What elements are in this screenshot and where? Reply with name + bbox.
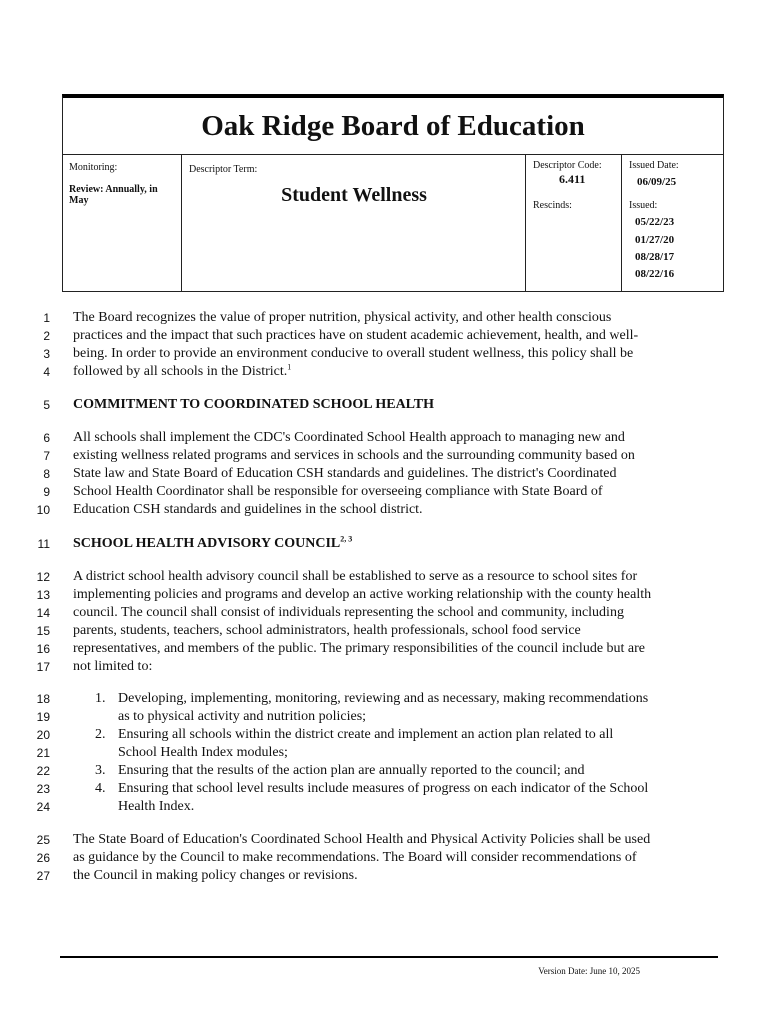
line-number: 6 xyxy=(43,431,50,445)
line-text xyxy=(73,327,638,345)
line-number: 10 xyxy=(36,503,50,517)
version-date: Version Date: June 10, 2025 xyxy=(538,966,640,976)
line-content: followed by all schools in the District. xyxy=(73,364,288,379)
list-number: 3. xyxy=(95,763,106,778)
line-text xyxy=(73,568,637,586)
line-number: 26 xyxy=(36,851,50,865)
footer-rule xyxy=(60,956,718,958)
text-line xyxy=(0,586,770,604)
line-number: 4 xyxy=(43,365,50,379)
section-heading xyxy=(0,396,770,414)
line-number: 13 xyxy=(36,588,50,602)
issued-label: Issued: xyxy=(629,200,658,211)
line-text xyxy=(118,762,585,780)
text-line xyxy=(0,568,770,586)
text-line xyxy=(0,640,770,658)
text-line xyxy=(0,708,770,726)
line-text xyxy=(73,535,352,553)
column-divider xyxy=(621,154,622,291)
descriptor-term-label: Descriptor Term: xyxy=(189,164,258,175)
line-content: representatives, and members of the public. The primary responsibilities of the council include but are xyxy=(73,641,646,656)
line-content: A district school health advisory council shall be established to serve as a resource to school sites for xyxy=(73,569,638,584)
line-content: SCHOOL HEALTH ADVISORY COUNCIL xyxy=(73,536,341,551)
line-text xyxy=(73,501,423,519)
line-number: 25 xyxy=(36,833,50,847)
text-line xyxy=(0,604,770,622)
line-content: The Board recognizes the value of proper nutrition, physical activity, and other health conscious xyxy=(73,310,612,325)
line-text xyxy=(118,798,194,816)
list-number: 1. xyxy=(95,691,106,706)
line-text xyxy=(118,690,648,708)
column-divider xyxy=(525,154,526,291)
line-number: 3 xyxy=(43,347,50,361)
rescinds-label: Rescinds: xyxy=(533,200,572,211)
line-text xyxy=(118,780,648,798)
line-text xyxy=(73,849,636,867)
text-line xyxy=(0,429,770,447)
text-line xyxy=(0,447,770,465)
line-content: parents, students, teachers, school administrators, health professionals, school food service xyxy=(73,623,581,638)
line-text xyxy=(73,345,633,363)
text-line xyxy=(0,867,770,885)
line-number: 15 xyxy=(36,624,50,638)
line-text xyxy=(118,744,288,762)
text-line xyxy=(0,762,770,780)
issued-date-item: 08/22/16 xyxy=(635,268,675,280)
text-line xyxy=(0,780,770,798)
section-heading xyxy=(0,535,770,553)
line-content: being. In order to provide an environment conducive to overall student wellness, this policy shall be xyxy=(73,346,634,361)
line-content: council. The council shall consist of individuals representing the school and community, including xyxy=(73,605,624,620)
text-line xyxy=(0,363,770,381)
text-line xyxy=(0,345,770,363)
line-content: Education CSH standards and guidelines in the school district. xyxy=(73,502,423,517)
footnote-ref: 1 xyxy=(287,362,292,372)
line-text xyxy=(73,604,624,622)
text-line xyxy=(0,327,770,345)
line-text xyxy=(73,831,650,849)
line-number: 17 xyxy=(36,660,50,674)
text-line xyxy=(0,726,770,744)
line-number: 20 xyxy=(36,728,50,742)
line-content: practices and the impact that such practices have on student academic achievement, health, and well- xyxy=(73,328,639,343)
line-content: Health Index. xyxy=(118,799,195,814)
line-text xyxy=(73,867,358,885)
line-number: 2 xyxy=(43,329,50,343)
monitoring-value: Review: Annually, in May xyxy=(69,184,158,206)
line-number: 21 xyxy=(36,746,50,760)
text-line xyxy=(0,622,770,640)
line-content: Ensuring all schools within the district create and implement an action plan related to all xyxy=(118,727,614,742)
text-line xyxy=(0,309,770,327)
line-text xyxy=(73,586,651,604)
line-text xyxy=(73,429,625,447)
policy-header-box xyxy=(62,94,724,292)
line-text xyxy=(118,726,613,744)
footnote-ref: 2, 3 xyxy=(340,534,353,544)
column-divider xyxy=(181,154,182,291)
descriptor-code-label: Descriptor Code: xyxy=(533,160,602,171)
text-line xyxy=(0,849,770,867)
line-number: 19 xyxy=(36,710,50,724)
issued-date-item: 08/28/17 xyxy=(635,251,675,263)
line-content: as guidance by the Council to make recommendations. The Board will consider recommendations of xyxy=(73,850,637,865)
line-number: 11 xyxy=(37,537,50,551)
text-line xyxy=(0,658,770,676)
text-line xyxy=(0,465,770,483)
issued-date-item: 01/27/20 xyxy=(635,234,675,246)
line-text xyxy=(73,363,291,381)
line-text xyxy=(73,640,645,658)
line-text xyxy=(118,708,366,726)
line-number: 1 xyxy=(43,311,50,325)
line-content: not limited to: xyxy=(73,659,153,674)
line-number: 27 xyxy=(36,869,50,883)
line-number: 22 xyxy=(36,764,50,778)
org-title: Oak Ridge Board of Education xyxy=(201,110,585,142)
monitoring-label: Monitoring: xyxy=(69,162,118,173)
line-content: COMMITMENT TO COORDINATED SCHOOL HEALTH xyxy=(73,397,434,412)
line-content: Developing, implementing, monitoring, reviewing and as necessary, making recommendations xyxy=(118,691,649,706)
text-line xyxy=(0,690,770,708)
line-content: the Council in making policy changes or revisions. xyxy=(73,868,358,883)
line-number: 8 xyxy=(43,467,50,481)
line-number: 23 xyxy=(36,782,50,796)
descriptor-term-value: Student Wellness xyxy=(281,184,427,206)
line-text xyxy=(73,622,581,640)
line-content: as to physical activity and nutrition policies; xyxy=(118,709,367,724)
line-number: 16 xyxy=(36,642,50,656)
line-number: 12 xyxy=(36,570,50,584)
line-content: Ensuring that school level results include measures of progress on each indicator of the School xyxy=(118,781,649,796)
line-text xyxy=(73,465,617,483)
list-number: 2. xyxy=(95,727,106,742)
line-number: 18 xyxy=(36,692,50,706)
text-line xyxy=(0,744,770,762)
line-content: School Health Coordinator shall be responsible for overseeing compliance with State Board of xyxy=(73,484,603,499)
issued-date-label: Issued Date: xyxy=(629,160,679,171)
text-line xyxy=(0,501,770,519)
line-number: 14 xyxy=(36,606,50,620)
text-line xyxy=(0,831,770,849)
line-content: The State Board of Education's Coordinated School Health and Physical Activity Policies shall be used xyxy=(73,832,651,847)
line-text xyxy=(73,447,635,465)
line-number: 24 xyxy=(36,800,50,814)
line-text xyxy=(73,396,434,414)
line-content: School Health Index modules; xyxy=(118,745,288,760)
line-content: State law and State Board of Education CSH standards and guidelines. The district's Coordinated xyxy=(73,466,617,481)
header-divider xyxy=(63,154,723,155)
line-content: existing wellness related programs and services in schools and the surrounding community based on xyxy=(73,448,635,463)
issued-date-value: 06/09/25 xyxy=(637,176,677,188)
text-line xyxy=(0,798,770,816)
line-number: 9 xyxy=(43,485,50,499)
line-content: All schools shall implement the CDC's Coordinated School Health approach to managing new and xyxy=(73,430,625,445)
list-number: 4. xyxy=(95,781,106,796)
text-line xyxy=(0,483,770,501)
line-number: 5 xyxy=(43,398,50,412)
line-text xyxy=(73,309,611,327)
line-text xyxy=(73,658,152,676)
issued-date-item: 05/22/23 xyxy=(635,216,675,228)
line-text xyxy=(73,483,603,501)
descriptor-code-value: 6.411 xyxy=(559,172,586,186)
line-number: 7 xyxy=(43,449,50,463)
line-content: Ensuring that the results of the action plan are annually reported to the council; and xyxy=(118,763,585,778)
line-content: implementing policies and programs and develop an active working relationship with the county health xyxy=(73,587,652,602)
